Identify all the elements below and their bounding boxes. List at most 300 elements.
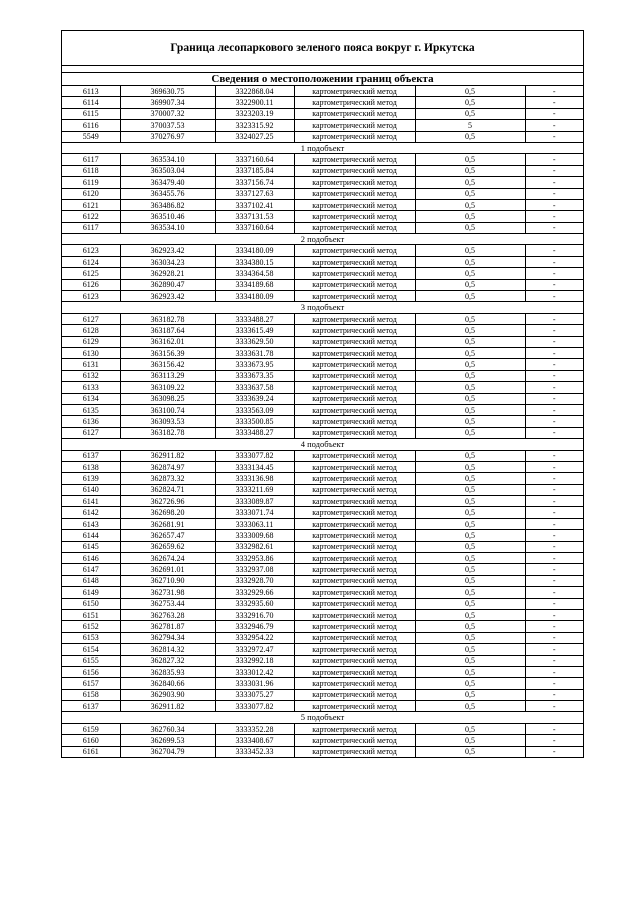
description-cell: - [525,746,583,757]
method-cell: картометрический метод [294,701,415,712]
table-row [62,507,583,518]
point-number-cell: 6159 [62,723,120,734]
x-coordinate-cell: 363534.10 [120,222,215,233]
y-coordinate-cell: 3333031.96 [215,678,294,689]
x-coordinate-cell: 363182.78 [120,427,215,438]
y-coordinate-cell: 3332982.61 [215,541,294,552]
accuracy-cell: 0,5 [415,211,525,222]
y-coordinate-cell: 3334364.58 [215,268,294,279]
x-coordinate-cell: 363503.04 [120,165,215,176]
x-coordinate-cell: 370007.32 [120,108,215,119]
method-cell: картометрический метод [294,666,415,677]
x-coordinate-cell: 363098.25 [120,393,215,404]
y-coordinate-cell: 3332972.47 [215,644,294,655]
description-cell: - [525,450,583,461]
point-number-cell: 6125 [62,268,120,279]
point-number-cell: 6127 [62,313,120,324]
table-row [62,336,583,347]
accuracy-cell: 0,5 [415,416,525,427]
table-row [62,359,583,370]
point-number-cell: 6116 [62,120,120,131]
method-cell: картометрический метод [294,359,415,370]
x-coordinate-cell: 362923.42 [120,291,215,302]
description-cell: - [525,347,583,358]
x-coordinate-cell: 362835.93 [120,666,215,677]
point-number-cell: 6121 [62,199,120,210]
table-row [62,108,583,119]
y-coordinate-cell: 3332916.70 [215,609,294,620]
y-coordinate-cell: 3324027.25 [215,131,294,142]
accuracy-cell: 0,5 [415,496,525,507]
description-cell: - [525,461,583,472]
description-cell: - [525,370,583,381]
description-cell: - [525,621,583,632]
description-cell: - [525,735,583,746]
x-coordinate-cell: 363187.64 [120,325,215,336]
table-row [62,735,583,746]
accuracy-cell: 5 [415,120,525,131]
accuracy-cell: 0,5 [415,655,525,666]
x-coordinate-cell: 362704.79 [120,746,215,757]
description-cell: - [525,199,583,210]
table-row [62,609,583,620]
description-cell: - [525,689,583,700]
table-row [62,347,583,358]
accuracy-cell: 0,5 [415,541,525,552]
y-coordinate-cell: 3332937.08 [215,564,294,575]
description-cell: - [525,256,583,267]
method-cell: картометрический метод [294,427,415,438]
method-cell: картометрический метод [294,541,415,552]
x-coordinate-cell: 362710.90 [120,575,215,586]
method-cell: картометрический метод [294,609,415,620]
x-coordinate-cell: 362827.32 [120,655,215,666]
x-coordinate-cell: 362794.34 [120,632,215,643]
y-coordinate-cell: 3337185.84 [215,165,294,176]
y-coordinate-cell: 3337160.64 [215,154,294,165]
x-coordinate-cell: 369630.75 [120,86,215,97]
x-coordinate-cell: 362840.66 [120,678,215,689]
table-row [62,746,583,757]
y-coordinate-cell: 3333071.74 [215,507,294,518]
point-number-cell: 6144 [62,530,120,541]
y-coordinate-cell: 3332946.79 [215,621,294,632]
y-coordinate-cell: 3333077.82 [215,450,294,461]
method-cell: картометрический метод [294,393,415,404]
point-number-cell: 6143 [62,518,120,529]
accuracy-cell: 0,5 [415,621,525,632]
accuracy-cell: 0,5 [415,382,525,393]
x-coordinate-cell: 362781.87 [120,621,215,632]
point-number-cell: 6153 [62,632,120,643]
x-coordinate-cell: 362890.47 [120,279,215,290]
table-row [62,553,583,564]
description-cell: - [525,666,583,677]
method-cell: картометрический метод [294,336,415,347]
x-coordinate-cell: 362928.21 [120,268,215,279]
y-coordinate-cell: 3337160.64 [215,222,294,233]
table-row [62,154,583,165]
method-cell: картометрический метод [294,256,415,267]
table-row [62,621,583,632]
method-cell: картометрический метод [294,313,415,324]
table-row [62,393,583,404]
subobject-label: 3 подобъект [62,302,583,313]
accuracy-cell: 0,5 [415,553,525,564]
document-title: Граница лесопаркового зеленого пояса вокруг г. Иркутска [62,31,583,66]
point-number-cell: 6113 [62,86,120,97]
point-number-cell: 6122 [62,211,120,222]
table-row [62,450,583,461]
x-coordinate-cell: 362923.42 [120,245,215,256]
method-cell: картометрический метод [294,177,415,188]
point-number-cell: 6158 [62,689,120,700]
description-cell: - [525,530,583,541]
accuracy-cell: 0,5 [415,666,525,677]
point-number-cell: 6136 [62,416,120,427]
y-coordinate-cell: 3337156.74 [215,177,294,188]
x-coordinate-cell: 362874.97 [120,461,215,472]
x-coordinate-cell: 363156.39 [120,347,215,358]
method-cell: картометрический метод [294,553,415,564]
x-coordinate-cell: 363113.29 [120,370,215,381]
method-cell: картометрический метод [294,621,415,632]
table-row [62,484,583,495]
table-row [62,427,583,438]
description-cell: - [525,222,583,233]
description-cell: - [525,188,583,199]
method-cell: картометрический метод [294,496,415,507]
accuracy-cell: 0,5 [415,108,525,119]
method-cell: картометрический метод [294,575,415,586]
accuracy-cell: 0,5 [415,86,525,97]
table-row [62,325,583,336]
point-number-cell: 6146 [62,553,120,564]
x-coordinate-cell: 362873.32 [120,473,215,484]
y-coordinate-cell: 3333673.95 [215,359,294,370]
table-row [62,723,583,734]
table-row [62,222,583,233]
accuracy-cell: 0,5 [415,689,525,700]
accuracy-cell: 0,5 [415,359,525,370]
table-row [62,199,583,210]
description-cell: - [525,325,583,336]
method-cell: картометрический метод [294,279,415,290]
y-coordinate-cell: 3333408.67 [215,735,294,746]
table-row [62,689,583,700]
point-number-cell: 6152 [62,621,120,632]
y-coordinate-cell: 3333615.49 [215,325,294,336]
point-number-cell: 5549 [62,131,120,142]
description-cell: - [525,598,583,609]
y-coordinate-cell: 3333629.50 [215,336,294,347]
description-cell: - [525,496,583,507]
table-row [62,496,583,507]
method-cell: картометрический метод [294,530,415,541]
method-cell: картометрический метод [294,382,415,393]
section-subtitle: Сведения о местоположении границ объекта [62,73,583,86]
point-number-cell: 6124 [62,256,120,267]
point-number-cell: 6126 [62,279,120,290]
y-coordinate-cell: 3333211.69 [215,484,294,495]
method-cell: картометрический метод [294,644,415,655]
point-number-cell: 6137 [62,450,120,461]
description-cell: - [525,336,583,347]
accuracy-cell: 0,5 [415,427,525,438]
table-row [62,382,583,393]
accuracy-cell: 0,5 [415,188,525,199]
accuracy-cell: 0,5 [415,530,525,541]
point-number-cell: 6120 [62,188,120,199]
point-number-cell: 6140 [62,484,120,495]
method-cell: картометрический метод [294,518,415,529]
method-cell: картометрический метод [294,655,415,666]
accuracy-cell: 0,5 [415,325,525,336]
accuracy-cell: 0,5 [415,154,525,165]
description-cell: - [525,427,583,438]
x-coordinate-cell: 362699.53 [120,735,215,746]
table-row [62,291,583,302]
description-cell: - [525,97,583,108]
description-cell: - [525,279,583,290]
x-coordinate-cell: 362763.28 [120,609,215,620]
x-coordinate-cell: 370276.97 [120,131,215,142]
description-cell: - [525,313,583,324]
y-coordinate-cell: 3337127.63 [215,188,294,199]
x-coordinate-cell: 362731.98 [120,587,215,598]
y-coordinate-cell: 3337102.41 [215,199,294,210]
x-coordinate-cell: 369907.34 [120,97,215,108]
table-row [62,541,583,552]
y-coordinate-cell: 3332929.66 [215,587,294,598]
method-cell: картометрический метод [294,461,415,472]
description-cell: - [525,120,583,131]
y-coordinate-cell: 3333452.33 [215,746,294,757]
y-coordinate-cell: 3333673.35 [215,370,294,381]
subobject-label: 4 подобъект [62,439,583,450]
x-coordinate-cell: 363034.23 [120,256,215,267]
description-cell: - [525,177,583,188]
method-cell: картометрический метод [294,291,415,302]
x-coordinate-cell: 363156.42 [120,359,215,370]
point-number-cell: 6145 [62,541,120,552]
description-cell: - [525,541,583,552]
title-spacer [62,66,583,73]
description-cell: - [525,473,583,484]
accuracy-cell: 0,5 [415,609,525,620]
x-coordinate-cell: 363534.10 [120,154,215,165]
accuracy-cell: 0,5 [415,347,525,358]
method-cell: картометрический метод [294,598,415,609]
accuracy-cell: 0,5 [415,97,525,108]
description-cell: - [525,131,583,142]
description-cell: - [525,108,583,119]
table-row [62,211,583,222]
table-row [62,131,583,142]
table-row [62,473,583,484]
y-coordinate-cell: 3323203.19 [215,108,294,119]
method-cell: картометрический метод [294,347,415,358]
table-row [62,598,583,609]
table-row [62,256,583,267]
x-coordinate-cell: 363479.40 [120,177,215,188]
accuracy-cell: 0,5 [415,507,525,518]
accuracy-cell: 0,5 [415,701,525,712]
method-cell: картометрический метод [294,222,415,233]
x-coordinate-cell: 363486.82 [120,199,215,210]
point-number-cell: 6123 [62,245,120,256]
method-cell: картометрический метод [294,632,415,643]
y-coordinate-cell: 3334180.09 [215,291,294,302]
subobject-label: 1 подобъект [62,142,583,153]
x-coordinate-cell: 362903.90 [120,689,215,700]
table-row [62,165,583,176]
description-cell: - [525,291,583,302]
table-row [62,575,583,586]
method-cell: картометрический метод [294,165,415,176]
description-cell: - [525,404,583,415]
description-cell: - [525,723,583,734]
subobject-header-row [62,142,583,153]
accuracy-cell: 0,5 [415,723,525,734]
accuracy-cell: 0,5 [415,165,525,176]
point-number-cell: 6115 [62,108,120,119]
method-cell: картометрический метод [294,268,415,279]
x-coordinate-cell: 363100.74 [120,404,215,415]
description-cell: - [525,359,583,370]
x-coordinate-cell: 363093.53 [120,416,215,427]
method-cell: картометрический метод [294,97,415,108]
table-row [62,518,583,529]
point-number-cell: 6128 [62,325,120,336]
x-coordinate-cell: 363455.76 [120,188,215,199]
y-coordinate-cell: 3333563.09 [215,404,294,415]
method-cell: картометрический метод [294,108,415,119]
point-number-cell: 6157 [62,678,120,689]
point-number-cell: 6133 [62,382,120,393]
method-cell: картометрический метод [294,507,415,518]
point-number-cell: 6151 [62,609,120,620]
y-coordinate-cell: 3333009.68 [215,530,294,541]
accuracy-cell: 0,5 [415,564,525,575]
table-row [62,461,583,472]
accuracy-cell: 0,5 [415,370,525,381]
description-cell: - [525,518,583,529]
table-row [62,564,583,575]
accuracy-cell: 0,5 [415,587,525,598]
subobject-header-row [62,439,583,450]
description-cell: - [525,701,583,712]
table-row [62,655,583,666]
description-cell: - [525,484,583,495]
method-cell: картометрический метод [294,245,415,256]
method-cell: картометрический метод [294,484,415,495]
accuracy-cell: 0,5 [415,336,525,347]
description-cell: - [525,268,583,279]
method-cell: картометрический метод [294,404,415,415]
y-coordinate-cell: 3333134.45 [215,461,294,472]
y-coordinate-cell: 3323315.92 [215,120,294,131]
point-number-cell: 6129 [62,336,120,347]
y-coordinate-cell: 3333631.78 [215,347,294,358]
accuracy-cell: 0,5 [415,393,525,404]
y-coordinate-cell: 3333639.24 [215,393,294,404]
y-coordinate-cell: 3333063.11 [215,518,294,529]
method-cell: картометрический метод [294,678,415,689]
description-cell: - [525,416,583,427]
method-cell: картометрический метод [294,120,415,131]
accuracy-cell: 0,5 [415,291,525,302]
y-coordinate-cell: 3322900.11 [215,97,294,108]
description-cell: - [525,393,583,404]
accuracy-cell: 0,5 [415,644,525,655]
description-cell: - [525,655,583,666]
subobject-label: 5 подобъект [62,712,583,723]
point-number-cell: 6160 [62,735,120,746]
point-number-cell: 6138 [62,461,120,472]
point-number-cell: 6130 [62,347,120,358]
description-cell: - [525,609,583,620]
accuracy-cell: 0,5 [415,222,525,233]
description-cell: - [525,245,583,256]
point-number-cell: 6139 [62,473,120,484]
description-cell: - [525,211,583,222]
y-coordinate-cell: 3332928.70 [215,575,294,586]
point-number-cell: 6137 [62,701,120,712]
accuracy-cell: 0,5 [415,313,525,324]
accuracy-cell: 0,5 [415,632,525,643]
accuracy-cell: 0,5 [415,461,525,472]
table-row [62,188,583,199]
y-coordinate-cell: 3333637.58 [215,382,294,393]
x-coordinate-cell: 362824.71 [120,484,215,495]
point-number-cell: 6148 [62,575,120,586]
table-row [62,370,583,381]
point-number-cell: 6114 [62,97,120,108]
accuracy-cell: 0,5 [415,256,525,267]
method-cell: картометрический метод [294,86,415,97]
method-cell: картометрический метод [294,325,415,336]
subobject-header-row [62,302,583,313]
method-cell: картометрический метод [294,416,415,427]
point-number-cell: 6134 [62,393,120,404]
description-cell: - [525,678,583,689]
method-cell: картометрический метод [294,564,415,575]
y-coordinate-cell: 3333075.27 [215,689,294,700]
y-coordinate-cell: 3337131.53 [215,211,294,222]
point-number-cell: 6154 [62,644,120,655]
point-number-cell: 6123 [62,291,120,302]
x-coordinate-cell: 363109.22 [120,382,215,393]
x-coordinate-cell: 362681.91 [120,518,215,529]
description-cell: - [525,507,583,518]
accuracy-cell: 0,5 [415,518,525,529]
x-coordinate-cell: 362698.20 [120,507,215,518]
method-cell: картометрический метод [294,188,415,199]
x-coordinate-cell: 363510.46 [120,211,215,222]
description-cell: - [525,165,583,176]
point-number-cell: 6149 [62,587,120,598]
document-frame [61,30,584,758]
method-cell: картометрический метод [294,473,415,484]
method-cell: картометрический метод [294,131,415,142]
accuracy-cell: 0,5 [415,450,525,461]
y-coordinate-cell: 3333500.85 [215,416,294,427]
point-number-cell: 6117 [62,154,120,165]
subobject-header-row [62,234,583,245]
x-coordinate-cell: 362659.62 [120,541,215,552]
y-coordinate-cell: 3333488.27 [215,427,294,438]
